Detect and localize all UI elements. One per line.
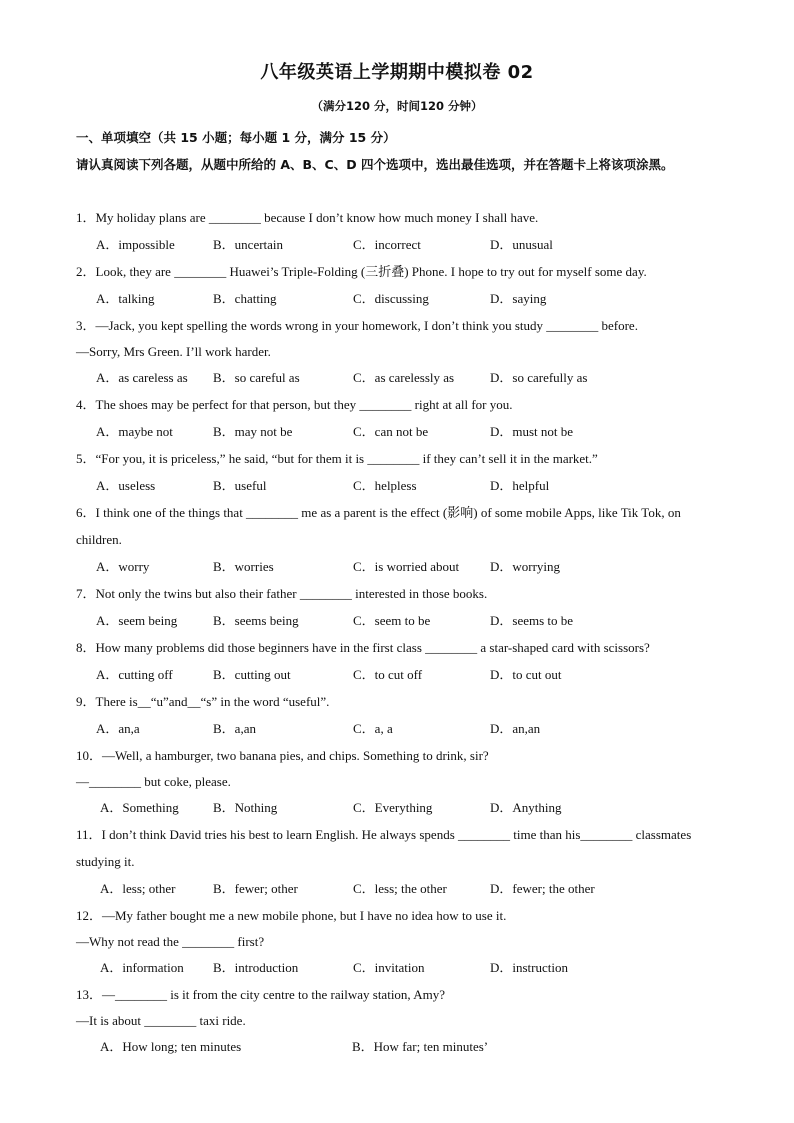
option-b[interactable]: B．fewer; other [213, 881, 298, 896]
option-a[interactable]: A．less; other [100, 881, 176, 896]
section-instructions: 请认真阅读下列各题，从题中所给的 A、B、C、D 四个选项中，选出最佳选项，并在答题卡上将该项涂黑。 [76, 157, 674, 172]
option-d[interactable]: D．to cut out [490, 667, 562, 682]
option-a[interactable]: A．seem being [96, 613, 178, 628]
option-b[interactable]: B．seems being [213, 613, 299, 628]
option-a[interactable]: A．as careless as [96, 370, 188, 385]
option-c[interactable]: C．invitation [353, 960, 425, 975]
question-stem: 6．I think one of the things that ________ me as a parent is the effect (影响) of some mobile Apps, like Tik Tok, on children. [76, 505, 681, 547]
question-item [76, 391, 726, 445]
option-c[interactable]: C．less; the other [353, 881, 447, 896]
question-item [76, 821, 726, 902]
question-reply: —It is about ________ taxi ride. [76, 1013, 246, 1028]
option-d[interactable]: D．seems to be [490, 613, 574, 628]
exam-subtitle: （满分120 分，时间120 分钟） [311, 99, 483, 113]
option-row [76, 364, 726, 391]
question-list [76, 204, 726, 1060]
option-row [76, 553, 726, 580]
question-stem: 8．How many problems did those beginners have in the first class ________ a star-shaped card with scissors? [76, 640, 650, 655]
option-b[interactable]: B．so careful as [213, 370, 300, 385]
question-item [76, 688, 726, 742]
question-stem: 3．—Jack, you kept spelling the words wrong in your homework, I don’t think you study ________ before. [76, 318, 638, 333]
option-c[interactable]: C．to cut off [353, 667, 423, 682]
option-row [76, 285, 726, 312]
option-row [76, 418, 726, 445]
option-d[interactable]: D．saying [490, 291, 547, 306]
option-row [76, 231, 726, 258]
option-row [76, 661, 726, 688]
option-row [76, 875, 726, 902]
option-d[interactable]: D．an,an [490, 721, 541, 736]
option-row [76, 607, 726, 634]
option-c[interactable]: C．helpless [353, 478, 417, 493]
option-c[interactable]: C．seem to be [353, 613, 431, 628]
question-reply: —Sorry, Mrs Green. I’ll work harder. [76, 344, 271, 359]
question-item [76, 499, 726, 580]
option-b[interactable]: B．introduction [213, 960, 299, 975]
question-reply: —________ but coke, please. [76, 774, 231, 789]
option-b[interactable]: B．uncertain [213, 237, 284, 252]
question-item [76, 981, 726, 1060]
option-a[interactable]: A．Something [100, 800, 179, 815]
question-item [76, 258, 726, 312]
option-a[interactable]: A．cutting off [96, 667, 173, 682]
option-d[interactable]: D．so carefully as [490, 370, 588, 385]
option-b[interactable]: B．useful [213, 478, 267, 493]
option-a[interactable]: A．How long; ten minutes [100, 1039, 242, 1054]
option-d[interactable]: D．Anything [490, 800, 562, 815]
option-d[interactable]: D．unusual [490, 237, 553, 252]
question-stem: 13．—________ is it from the city centre to the railway station, Amy? [76, 987, 445, 1002]
option-d[interactable]: D．worrying [490, 559, 561, 574]
question-stem: 1．My holiday plans are ________ because I don’t know how much money I shall have. [76, 210, 539, 225]
question-stem: 5．“For you, it is priceless,” he said, “but for them it is ________ if they can’t sell it in the market.” [76, 451, 598, 466]
option-b[interactable]: B．a,an [213, 721, 256, 736]
option-c[interactable]: C．Everything [353, 800, 433, 815]
question-stem: 12．—My father bought me a new mobile phone, but I have no idea how to use it. [76, 908, 507, 923]
option-row [76, 1033, 726, 1060]
option-d[interactable]: D．instruction [490, 960, 568, 975]
question-reply: —Why not read the ________ first? [76, 934, 265, 949]
option-a[interactable]: A．useless [96, 478, 156, 493]
option-row [76, 715, 726, 742]
option-d[interactable]: D．fewer; the other [490, 881, 595, 896]
option-a[interactable]: A．talking [96, 291, 155, 306]
option-c[interactable]: C．as carelessly as [353, 370, 455, 385]
option-b[interactable]: B．Nothing [213, 800, 278, 815]
option-a[interactable]: A．worry [96, 559, 150, 574]
option-c[interactable]: C．can not be [353, 424, 429, 439]
question-item [76, 204, 726, 258]
option-d[interactable]: D．must not be [490, 424, 574, 439]
question-stem: 2．Look, they are ________ Huawei’s Triple-Folding (三折叠) Phone. I hope to try out for myself some day. [76, 264, 647, 279]
option-a[interactable]: A．impossible [96, 237, 175, 252]
option-a[interactable]: A．an,a [96, 721, 140, 736]
option-row [76, 472, 726, 499]
question-item [76, 445, 726, 499]
option-row [76, 954, 726, 981]
option-row [76, 794, 726, 821]
question-item [76, 580, 726, 634]
option-d[interactable]: D．helpful [490, 478, 550, 493]
option-b[interactable]: B．worries [213, 559, 274, 574]
question-item [76, 312, 726, 391]
option-c[interactable]: C．incorrect [353, 237, 421, 252]
question-item [76, 902, 726, 981]
question-item [76, 742, 726, 821]
option-c[interactable]: C．discussing [353, 291, 429, 306]
option-c[interactable]: C．is worried about [353, 559, 460, 574]
question-stem: 7．Not only the twins but also their father ________ interested in those books. [76, 586, 488, 601]
section-heading: 一、单项填空（共 15 小题；每小题 1 分，满分 15 分） [76, 130, 396, 145]
question-item [76, 634, 726, 688]
option-a[interactable]: A．maybe not [96, 424, 173, 439]
question-stem: 11．I don’t think David tries his best to learn English. He always spends ________ time than his________ classmates studying it. [76, 827, 692, 869]
question-stem: 9．There is__“u”and__“s” in the word “useful”. [76, 694, 330, 709]
option-b[interactable]: B．chatting [213, 291, 277, 306]
option-b[interactable]: B．cutting out [213, 667, 291, 682]
option-c[interactable]: C．a, a [353, 721, 393, 736]
option-a[interactable]: A．information [100, 960, 184, 975]
option-b[interactable]: B．may not be [213, 424, 293, 439]
option-b[interactable]: B．How far; ten minutes’ [352, 1039, 489, 1054]
question-stem: 4．The shoes may be perfect for that person, but they ________ right at all for you. [76, 397, 513, 412]
question-stem: 10．—Well, a hamburger, two banana pies, and chips. Something to drink, sir? [76, 748, 489, 763]
page-title: 八年级英语上学期期中模拟卷 02 [260, 62, 534, 83]
